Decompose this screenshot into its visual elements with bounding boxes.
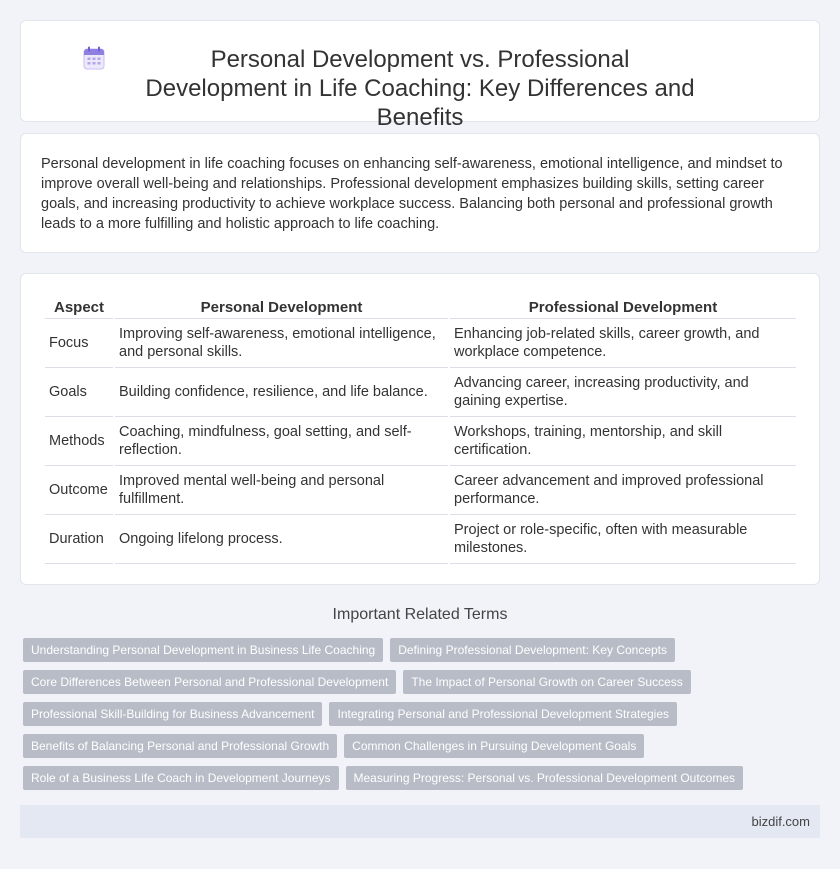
related-term-link[interactable]: Role of a Business Life Coach in Development Journeys [23, 766, 339, 790]
table-header-row [45, 294, 796, 319]
personal-cell: Coaching, mindfulness, goal setting, and self-reflection. [115, 417, 448, 466]
personal-cell: Improving self-awareness, emotional intelligence, and personal skills. [115, 319, 448, 368]
intro-card [20, 133, 820, 253]
header-personal: Personal Development [115, 294, 448, 319]
page-title: Personal Development vs. Professional Development in Life Coaching: Key Differences and Benefits [145, 46, 695, 131]
aspect-cell: Outcome [45, 466, 113, 515]
professional-cell: Project or role-specific, often with measurable milestones. [450, 515, 796, 564]
table-row [45, 368, 796, 417]
tag-row [23, 638, 823, 662]
header-professional: Professional Development [450, 294, 796, 319]
tag-row [23, 766, 823, 790]
personal-cell: Ongoing lifelong process. [115, 515, 448, 564]
professional-cell: Enhancing job-related skills, career growth, and workplace competence. [450, 319, 796, 368]
aspect-cell: Focus [45, 319, 113, 368]
aspect-cell: Goals [45, 368, 113, 417]
related-term-link[interactable]: Core Differences Between Personal and Professional Development [23, 670, 396, 694]
table-row [45, 417, 796, 466]
footer-site-link[interactable]: bizdif.com [751, 814, 810, 829]
table-row [45, 466, 796, 515]
aspect-cell: Duration [45, 515, 113, 564]
aspect-cell: Methods [45, 417, 113, 466]
professional-cell: Advancing career, increasing productivity, and gaining expertise. [450, 368, 796, 417]
personal-cell: Improved mental well-being and personal fulfillment. [115, 466, 448, 515]
tag-row [23, 734, 823, 758]
related-term-link[interactable]: Integrating Personal and Professional Development Strategies [329, 702, 677, 726]
professional-cell: Workshops, training, mentorship, and skill certification. [450, 417, 796, 466]
related-term-link[interactable]: Defining Professional Development: Key Concepts [390, 638, 675, 662]
related-terms-heading: Important Related Terms [332, 606, 508, 623]
intro-paragraph: Personal development in life coaching focuses on enhancing self-awareness, emotional intelligence, and mindset to improve overall well-being and relationships. Professional development emphasizes building skills, setting career goals, and increasing productivity to achieve workplace success. Balancing both personal and professional growth leads to a more fulfilling and holistic approach to life coaching. [41, 156, 783, 232]
footer [20, 805, 820, 838]
related-terms-list [23, 638, 823, 798]
personal-cell: Building confidence, resilience, and life balance. [115, 368, 448, 417]
comparison-table-card [20, 273, 820, 585]
tag-row [23, 670, 823, 694]
related-term-link[interactable]: Professional Skill-Building for Business Advancement [23, 702, 322, 726]
header-aspect: Aspect [45, 294, 113, 319]
header-card [20, 20, 820, 131]
related-term-link[interactable]: Benefits of Balancing Personal and Professional Growth [23, 734, 337, 758]
related-term-link[interactable]: The Impact of Personal Growth on Career Success [403, 670, 690, 694]
table-row [45, 515, 796, 564]
professional-cell: Career advancement and improved professional performance. [450, 466, 796, 515]
related-term-link[interactable]: Measuring Progress: Personal vs. Professional Development Outcomes [346, 766, 744, 790]
table-row [45, 319, 796, 368]
related-term-link[interactable]: Understanding Personal Development in Business Life Coaching [23, 638, 383, 662]
related-term-link[interactable]: Common Challenges in Pursuing Development Goals [344, 734, 644, 758]
tag-row [23, 702, 823, 726]
comparison-table [43, 294, 798, 564]
